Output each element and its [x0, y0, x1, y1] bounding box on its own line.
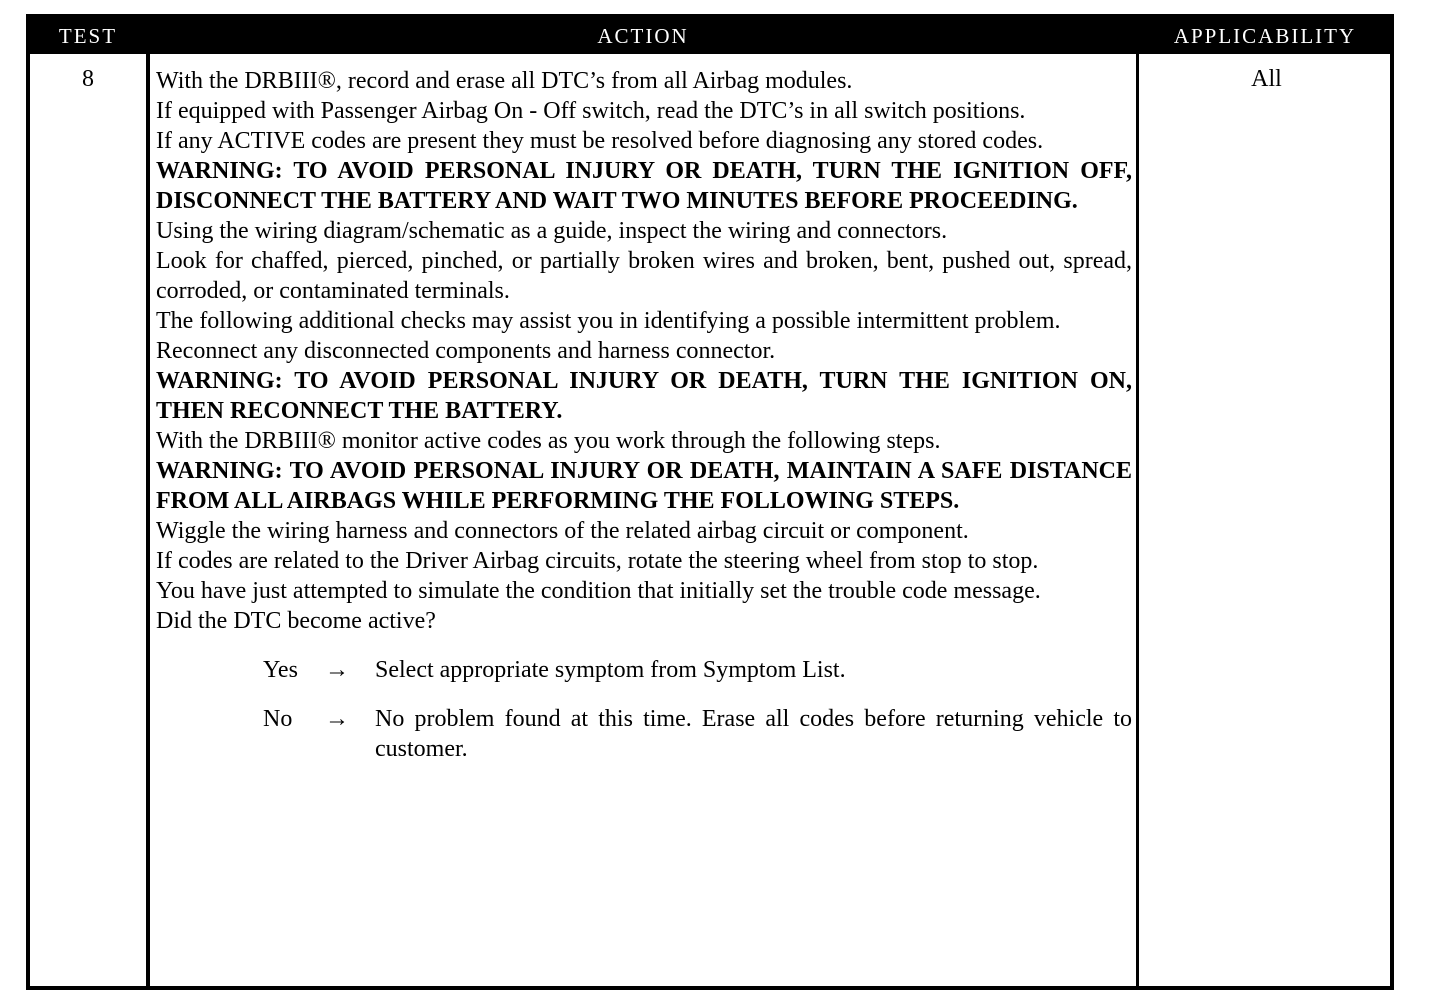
- action-paragraph: With the DRBIII®, record and erase all DTC’s from all Airbag modules.: [156, 68, 853, 94]
- action-paragraph: If equipped with Passenger Airbag On - Off switch, read the DTC’s in all switch positions.: [156, 98, 1026, 124]
- answer-choices: [263, 655, 1132, 764]
- choice-no: [263, 704, 1132, 764]
- action-paragraph: With the DRBIII® monitor active codes as you work through the following steps.: [156, 428, 941, 454]
- action-paragraph: The following additional checks may assist you in identifying a possible intermittent problem.: [156, 308, 1061, 334]
- action-paragraph: Wiggle the wiring harness and connectors of the related airbag circuit or component.: [156, 518, 969, 544]
- action-paragraph: If any ACTIVE codes are present they must be resolved before diagnosing any stored codes.: [156, 128, 1044, 154]
- header-action: ACTION: [597, 24, 689, 48]
- action-paragraph: You have just attempted to simulate the condition that initially set the trouble code message.: [156, 578, 1041, 604]
- choice-text: No problem found at this time. Erase all codes before returning vehicle to customer.: [375, 706, 1132, 762]
- choice-yes: [263, 655, 1132, 685]
- action-paragraph: If codes are related to the Driver Airbag circuits, rotate the steering wheel from stop to stop.: [156, 548, 1039, 574]
- header-test: TEST: [58, 24, 118, 48]
- right-arrow-icon: →: [325, 657, 349, 683]
- warning-paragraph: WARNING: TO AVOID PERSONAL INJURY OR DEATH, TURN THE IGNITION OFF, DISCONNECT THE BATTERY AND WAIT TWO MINUTES BEFORE PROCEEDING.: [156, 158, 1132, 214]
- warning-paragraph: WARNING: TO AVOID PERSONAL INJURY OR DEATH, MAINTAIN A SAFE DISTANCE FROM ALL AIRBAGS WHILE PERFORMING THE FOLLOWING STEPS.: [156, 458, 1132, 514]
- choice-label: Yes: [263, 657, 298, 683]
- question-paragraph: Did the DTC become active?: [156, 608, 436, 634]
- applicability-value: All: [1251, 66, 1282, 92]
- action-paragraph: Reconnect any disconnected components and harness connector.: [156, 338, 776, 364]
- action-paragraph: Using the wiring diagram/schematic as a guide, inspect the wiring and connectors.: [156, 218, 948, 244]
- action-paragraph: Look for chaffed, pierced, pinched, or partially broken wires and broken, bent, pushed out, spread, corroded, or contaminated terminals.: [156, 248, 1132, 304]
- test-number: 8: [82, 66, 94, 92]
- header-applicability: APPLICABILITY: [1173, 24, 1357, 48]
- choice-label: No: [263, 706, 293, 732]
- column-divider: [146, 54, 150, 986]
- table-header: [30, 18, 1390, 54]
- warning-paragraph: WARNING: TO AVOID PERSONAL INJURY OR DEATH, TURN THE IGNITION ON, THEN RECONNECT THE BATTERY.: [156, 368, 1132, 424]
- action-cell: [156, 66, 1132, 783]
- diagnostic-test-table: [26, 14, 1394, 990]
- choice-text: Select appropriate symptom from Symptom List.: [375, 657, 846, 683]
- column-divider: [1136, 54, 1139, 986]
- right-arrow-icon: →: [325, 706, 349, 732]
